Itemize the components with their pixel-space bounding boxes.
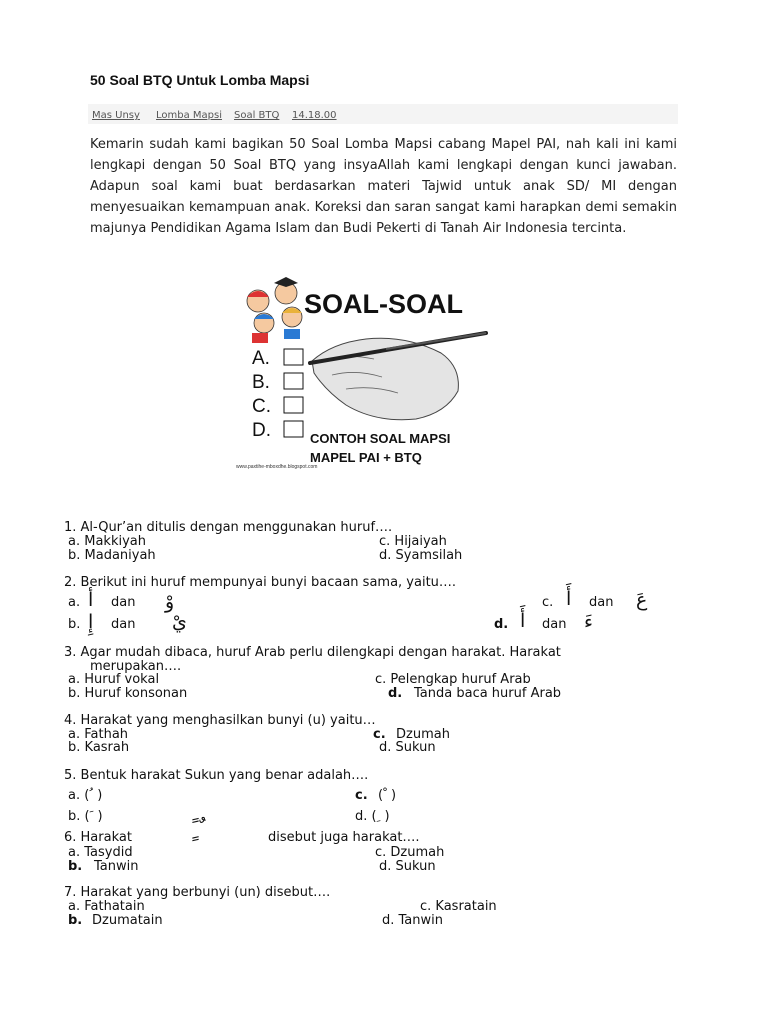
q2-option-b-dan: dan — [111, 617, 136, 632]
q6-harakat-marks: ً ٍ ٌ — [190, 817, 204, 842]
question-5-text: 5. Bentuk harakat Sukun yang benar adalah…. — [64, 768, 369, 783]
figure-caption-1: CONTOH SOAL MAPSI — [310, 431, 451, 446]
figure-option-b: B. — [252, 372, 270, 393]
q2-option-c-letter-2: عَ — [636, 589, 648, 611]
question-4-text: 4. Harakat yang menghasilkan bunyi (u) yaitu… — [64, 713, 376, 728]
figure-option-a: A. — [252, 348, 270, 369]
q2-option-d-dan: dan — [542, 617, 567, 632]
q2-option-d-label: d. — [494, 617, 509, 632]
q5-option-b: b. ( َ ) — [68, 809, 103, 824]
q1-option-a: a. Makkiyah — [68, 534, 146, 549]
soal-soal-illustration — [236, 273, 520, 469]
q6-option-c: c. Dzumah — [375, 845, 445, 860]
q3-option-b: b. Huruf konsonan — [68, 686, 188, 701]
q3-option-d-label: d. — [388, 686, 403, 701]
q5-option-d: d. ( ِ ) — [355, 809, 390, 824]
figure-heading: SOAL-SOAL — [304, 289, 463, 319]
q6-option-b-label: b. — [68, 859, 83, 874]
question-3-text: 3. Agar mudah dibaca, huruf Arab perlu dilengkapi dengan harakat. Harakat — [64, 646, 561, 660]
q6-option-a: a. Tasydid — [68, 845, 133, 860]
q1-option-b: b. Madaniyah — [68, 548, 156, 563]
q2-option-b-letter-1: إِ — [88, 611, 94, 633]
q3-option-c: c. Pelengkap huruf Arab — [375, 672, 531, 687]
checkbox-d-icon — [284, 421, 303, 437]
label-link-soal-btq[interactable]: Soal BTQ — [234, 110, 280, 121]
q7-option-c: c. Kasratain — [420, 899, 497, 914]
label-link-lomba-mapsi[interactable]: Lomba Mapsi — [156, 110, 223, 121]
hand-with-pen-icon — [310, 333, 486, 420]
q7-option-b: Dzumatain — [92, 913, 163, 928]
q3-option-a: a. Huruf vokal — [68, 672, 160, 687]
q2-option-c-letter-1: أَ — [566, 588, 572, 610]
q6-option-d: d. Sukun — [379, 859, 436, 874]
q2-option-a-dan: dan — [111, 595, 136, 610]
q5-option-c: ( ْ ) — [378, 788, 397, 803]
question-6-text: 6. Harakat — [64, 830, 132, 845]
figure-option-c: C. — [252, 396, 271, 417]
question-1-text: 1. Al-Qur’an ditulis dengan menggunakan huruf…. — [64, 520, 393, 535]
q2-option-a-label: a. — [68, 595, 81, 610]
q4-option-c-label: c. — [373, 727, 386, 742]
q4-option-d: d. Sukun — [379, 740, 436, 755]
post-title: 50 Soal BTQ Untuk Lomba Mapsi — [90, 72, 310, 88]
q5-option-a: a. ( ُ ) — [68, 788, 103, 803]
figure-watermark: www.paxtihe-mboxdhe.blogspot.com — [236, 464, 318, 469]
q2-option-d-letter-2: ءَ — [584, 611, 593, 633]
figure-option-d: D. — [252, 420, 271, 441]
q7-option-d: d. Tanwin — [382, 913, 443, 928]
q2-option-a-letter-1: أ — [88, 589, 94, 611]
checkbox-c-icon — [284, 397, 303, 413]
q7-option-b-label: b. — [68, 913, 83, 928]
q4-option-b: b. Kasrah — [68, 740, 130, 755]
checkbox-b-icon — [284, 373, 303, 389]
q4-option-a: a. Fathah — [68, 727, 129, 742]
q7-option-a: a. Fathatain — [68, 899, 145, 914]
q1-option-d: d. Syamsilah — [379, 548, 463, 563]
q2-option-c-dan: dan — [589, 595, 614, 610]
q2-option-b-letter-2: يْ — [172, 611, 187, 633]
q2-option-c-label: c. — [542, 595, 554, 610]
question-6-text-cont: disebut juga harakat…. — [268, 830, 420, 845]
q2-option-b-label: b. — [68, 617, 81, 632]
figure-caption-2: MAPEL PAI + BTQ — [310, 450, 422, 465]
question-7-text: 7. Harakat yang berbunyi (un) disebut…. — [64, 885, 331, 900]
question-3-text-cont: merupakan…. — [90, 659, 182, 674]
q5-option-c-label: c. — [355, 788, 368, 803]
intro-paragraph: Kemarin sudah kami bagikan 50 Soal Lomba Mapsi cabang Mapel PAI, nah kali ini kami lengkapi dengan 50 Soal BTQ yang insyaAllah kami lengkapi dengan kunci jawaban. Adapun soal kami buat berdasarkan materi Tajwid untuk anak SD/ MI dengan menyesuaikan kemampuan anak. Koreksi dan saran sangat kami harapkan demi semakin majunya Pendidikan Agama Islam dan Budi Pekerti di Tanah Air Indonesia tercinta. — [90, 137, 677, 236]
q3-option-d: Tanda baca huruf Arab — [414, 686, 562, 701]
author-link[interactable]: Mas Unsy — [92, 110, 140, 121]
q4-option-c: Dzumah — [396, 727, 450, 742]
q1-option-c: c. Hijaiyah — [379, 534, 447, 549]
post-meta-bar — [88, 104, 678, 124]
q2-option-a-letter-2: وْ — [165, 591, 175, 613]
timestamp-link[interactable]: 14.18.00 — [292, 110, 337, 121]
checkbox-a-icon — [284, 349, 303, 365]
q2-option-d-letter-1: أَ — [520, 610, 526, 632]
question-2-text: 2. Berikut ini huruf mempunyai bunyi bacaan sama, yaitu…. — [64, 575, 457, 590]
kids-cartoon-icon — [247, 277, 302, 343]
q6-option-b: Tanwin — [94, 859, 139, 874]
